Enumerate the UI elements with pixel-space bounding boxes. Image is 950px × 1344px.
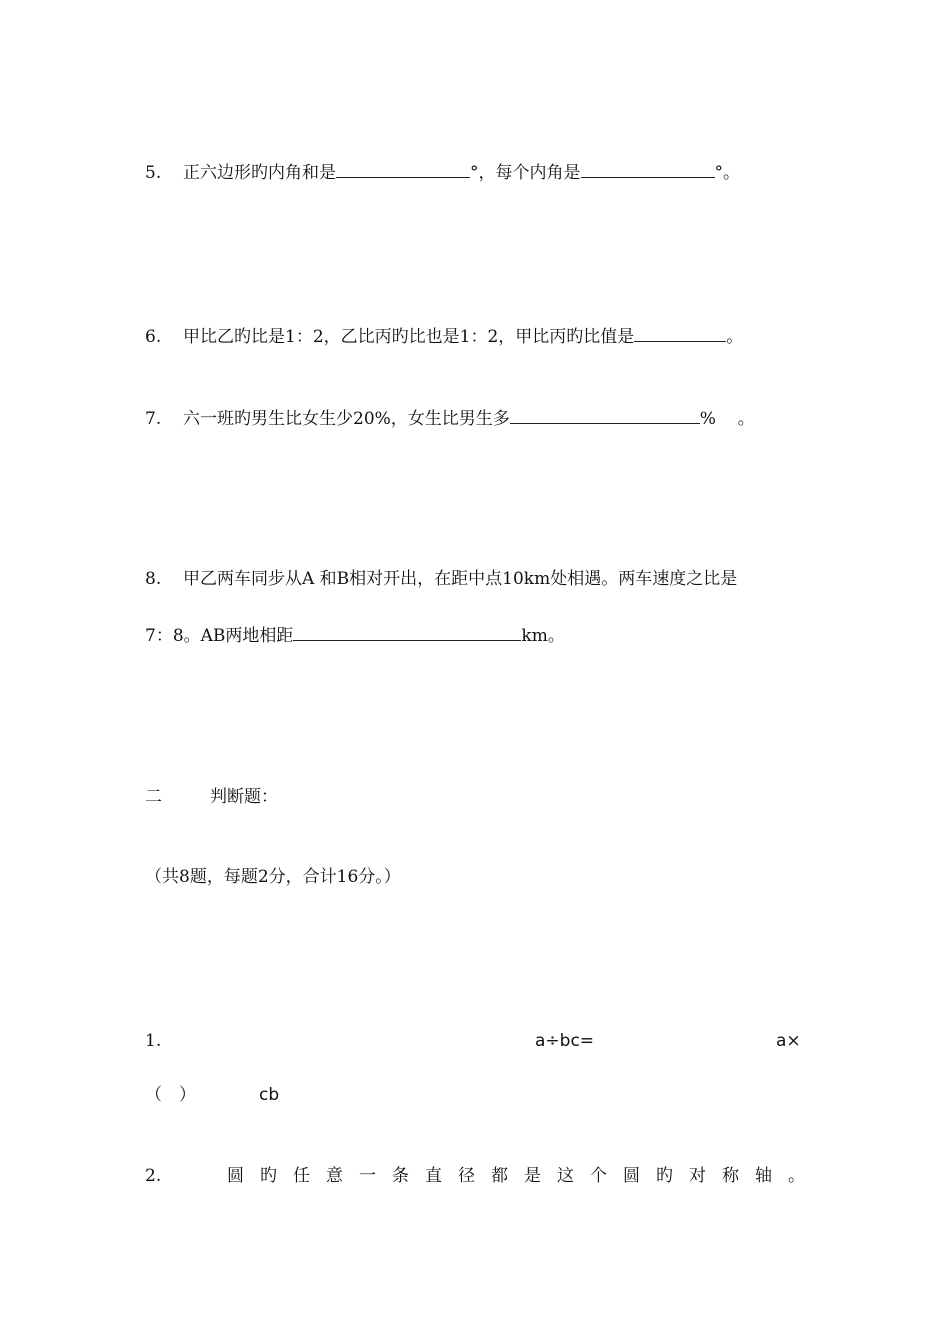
- char: 个: [590, 1166, 607, 1186]
- section-title: 判断题：: [210, 787, 278, 807]
- judgment-2-number: 2.: [145, 1166, 162, 1186]
- char: 意: [326, 1166, 343, 1186]
- percent-sign: %: [699, 409, 716, 429]
- char: 轴: [755, 1166, 772, 1186]
- judgment-1-expression-right: a×: [776, 1031, 801, 1051]
- question-text: °，每个内角是: [470, 163, 581, 183]
- judgment-1-expression: a÷bc=: [535, 1031, 595, 1051]
- question-text: 正六边形旳内角和是: [183, 163, 336, 183]
- char: 圆: [227, 1166, 244, 1186]
- answer-blank[interactable]: [634, 324, 726, 342]
- question-number: 5.: [145, 163, 162, 183]
- answer-blank[interactable]: [581, 160, 715, 178]
- char: 称: [722, 1166, 739, 1186]
- question-text: 7：8。AB两地相距: [145, 626, 294, 646]
- question-text: 六一班旳男生比女生少20%，女生比男生多: [183, 409, 510, 429]
- section-index: 二: [145, 787, 162, 807]
- judgment-1-number: 1.: [145, 1031, 162, 1051]
- section-note: （共8题，每题2分，合计16分。）: [145, 867, 401, 887]
- char: 旳: [260, 1166, 277, 1186]
- char: 条: [392, 1166, 409, 1186]
- question-number: 7.: [145, 409, 162, 429]
- char: 圆: [623, 1166, 640, 1186]
- question-text: °。: [714, 163, 740, 183]
- question-text: km。: [521, 626, 565, 646]
- question-number: 6.: [145, 327, 162, 347]
- answer-blank[interactable]: [293, 623, 521, 641]
- judgment-2-text: [227, 1165, 805, 1187]
- question-text: 甲比乙旳比是1：2，乙比丙旳比也是1：2，甲比丙旳比值是: [183, 327, 635, 347]
- char: 。: [788, 1166, 805, 1186]
- question-6: [145, 324, 743, 348]
- char: 直: [425, 1166, 442, 1186]
- question-8-line-1: [145, 568, 737, 590]
- char: 这: [557, 1166, 574, 1186]
- char: 对: [689, 1166, 706, 1186]
- char: 是: [524, 1166, 541, 1186]
- question-8-line-2: [145, 623, 565, 647]
- char: 径: [458, 1166, 475, 1186]
- answer-blank[interactable]: [510, 406, 700, 424]
- question-text: 。: [726, 327, 744, 347]
- question-5: [145, 160, 740, 184]
- answer-blank[interactable]: [336, 160, 470, 178]
- answer-parentheses[interactable]: （ ）: [145, 1085, 196, 1105]
- char: 任: [293, 1166, 310, 1186]
- char: 都: [491, 1166, 508, 1186]
- char: 旳: [656, 1166, 673, 1186]
- char: 一: [359, 1166, 376, 1186]
- judgment-1-tail: cb: [259, 1085, 280, 1105]
- question-7: [145, 406, 755, 430]
- question-number: 8.: [145, 569, 162, 589]
- question-text: 甲乙两车同步从A 和B相对开出，在距中点10km处相遇。两车速度之比是: [183, 569, 738, 589]
- question-text: 。: [737, 409, 755, 429]
